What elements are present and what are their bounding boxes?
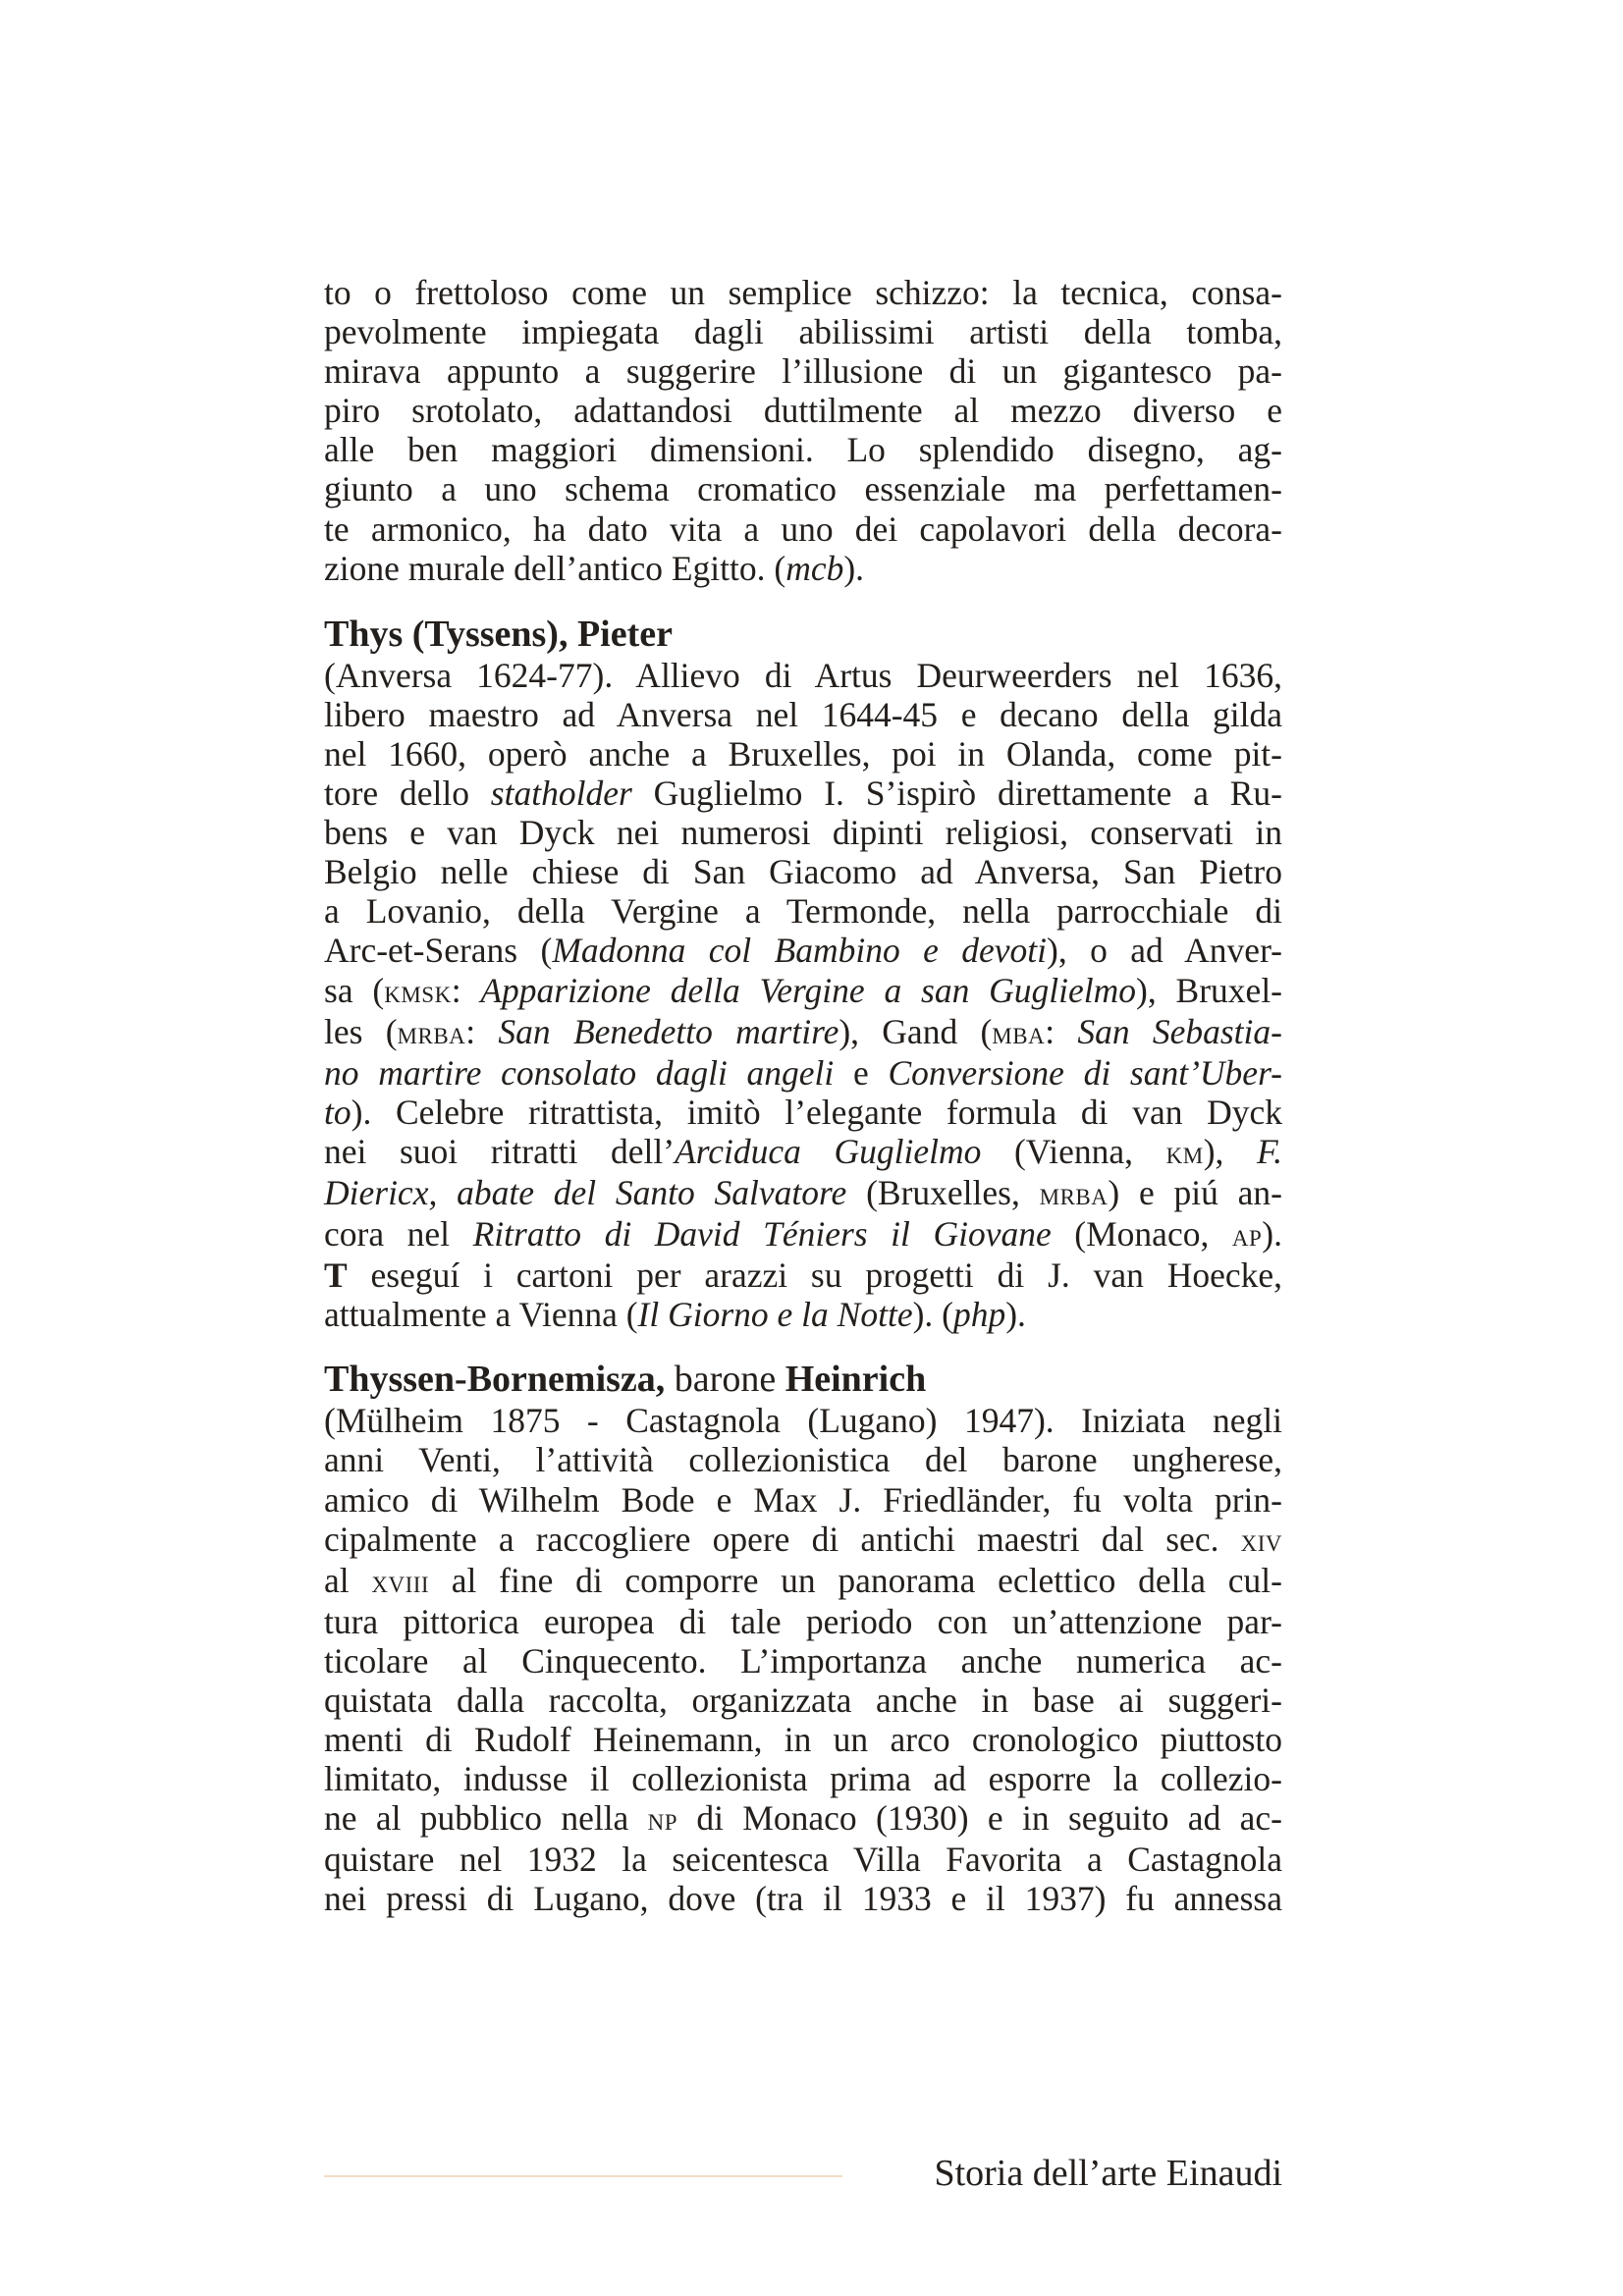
artwork-title: to [324, 1092, 352, 1132]
text-segment: Arc-et-Serans ( [324, 931, 553, 971]
text-line: anni Venti, l’attività collezionistica del barone ungherese, [324, 1440, 1282, 1480]
footer-publication-title: Storia dell’arte Einaudi [934, 2153, 1282, 2194]
museum-abbreviation: np [647, 1802, 678, 1839]
text-segment: (Bruxelles, [846, 1172, 1040, 1212]
text-segment: tore dello [324, 774, 491, 814]
text-segment: cora nel [324, 1214, 473, 1255]
text-line [324, 1053, 1282, 1093]
artwork-title: no martire consolato dagli angeli [324, 1052, 835, 1093]
text-line [324, 1561, 1282, 1602]
text-segment: ), Bruxel- [1136, 970, 1282, 1010]
text-segment: ). [1262, 1214, 1282, 1255]
text-line [324, 931, 1282, 970]
text-line [324, 1093, 1282, 1132]
text-line [324, 1173, 1282, 1214]
artwork-title: Arciduca Guglielmo [675, 1131, 982, 1171]
text-segment: al [324, 1560, 372, 1600]
text-segment: eseguí i cartoni per arazzi su progetti di J. van Hoecke, [347, 1255, 1282, 1296]
text-segment: ne al pubblico nella [324, 1798, 648, 1839]
entry-thyssen-paragraph [324, 1401, 1282, 1918]
text-segment: ). [843, 548, 865, 588]
headword-name: Thyssen-Bornemisza, [324, 1359, 666, 1401]
text-line [324, 1255, 1282, 1295]
artwork-title: San Benedetto martire [498, 1011, 839, 1051]
page-body [324, 273, 1282, 1919]
artwork-title: Il Giorno e la Notte [637, 1295, 913, 1335]
text-segment: ). ( [912, 1295, 953, 1335]
text-line: libero maestro ad Anversa nel 1644-45 e decano della gilda [324, 694, 1282, 734]
text-line [324, 549, 1282, 588]
author-initials: php [952, 1295, 1006, 1335]
text-segment: ), o ad Anver- [1047, 931, 1282, 971]
entry-headword [324, 613, 1282, 656]
text-segment: e [834, 1052, 889, 1093]
text-line: quistare nel 1932 la seicentesca Villa Favorita a Castagnola [324, 1840, 1282, 1880]
text-line [324, 1295, 1282, 1334]
text-line: nel 1660, operò anche a Bruxelles, poi in Olanda, come pit- [324, 733, 1282, 774]
text-line: piro srotolato, adattandosi duttilmente al mezzo diverso e [324, 391, 1282, 431]
text-line [324, 1012, 1282, 1053]
text-line: giunto a uno schema cromatico essenziale ma perfettamen- [324, 469, 1282, 509]
artwork-title: Ritratto di David Téniers il Giovane [472, 1214, 1052, 1255]
text-segment: ) e piú an- [1108, 1172, 1282, 1212]
artwork-title: Apparizione della Vergine a san Guglielmo [480, 970, 1137, 1010]
text-segment: ), Gand ( [839, 1011, 993, 1051]
text-segment: ). Celebre ritrattista, imitò l’elegante formula di van Dyck [351, 1092, 1282, 1132]
text-segment: zione murale dell’antico Egitto. ( [324, 548, 786, 588]
text-line: quistata dalla raccolta, organizzata anche in base ai suggeri- [324, 1681, 1282, 1720]
text-line: alle ben maggiori dimensioni. Lo splendido disegno, ag- [324, 430, 1282, 470]
text-segment: al fine di comporre un panorama eclettico della cul- [429, 1560, 1282, 1600]
museum-abbreviation: mrba [397, 1015, 466, 1051]
italic-term: statholder [490, 774, 632, 814]
text-segment: ). [1005, 1295, 1026, 1335]
text-line [324, 971, 1282, 1012]
text-segment: (Vienna, [981, 1131, 1166, 1171]
text-segment: (Monaco, [1051, 1214, 1232, 1255]
headword-title: barone [665, 1359, 785, 1401]
text-segment: sa ( [324, 970, 385, 1010]
century-numeral: xviii [371, 1564, 430, 1600]
museum-abbreviation: ap [1231, 1218, 1263, 1255]
entry-headword [324, 1358, 1282, 1401]
entry-thys-paragraph [324, 656, 1282, 1335]
text-line: bens e van Dyck nei numerosi dipinti religiosi, conservati in [324, 813, 1282, 853]
museum-abbreviation: mba [992, 1015, 1046, 1051]
text-segment: ), [1203, 1131, 1258, 1171]
artwork-title: Madonna col Bambino e devoti [552, 931, 1048, 971]
museum-abbreviation: mrba [1039, 1176, 1109, 1212]
text-segment: nei suoi ritratti dell’ [324, 1131, 676, 1171]
text-line: limitato, indusse il collezionista prima ad esporre la collezio- [324, 1759, 1282, 1799]
text-line: ticolare al Cinquecento. L’importanza anche numerica ac- [324, 1640, 1282, 1681]
artwork-title: F. [1257, 1131, 1282, 1171]
artwork-title: Conversione di sant’Uber- [888, 1052, 1282, 1093]
headword-name: Thys (Tyssens), Pieter [324, 613, 673, 655]
text-segment: di Monaco (1930) e in seguito ad ac- [677, 1798, 1282, 1839]
text-segment: : [1045, 1011, 1078, 1051]
text-line: pevolmente impiegata dagli abilissimi artisti della tomba, [324, 312, 1282, 352]
text-line: (Anversa 1624-77). Allievo di Artus Deurweerders nel 1636, [324, 655, 1282, 695]
text-line: nei pressi di Lugano, dove (tra il 1933 e il 1937) fu annessa [324, 1879, 1282, 1919]
text-line [324, 1214, 1282, 1255]
headword-given-name: Heinrich [784, 1359, 927, 1401]
text-line: a Lovanio, della Vergine a Termonde, nella parrocchiale di [324, 891, 1282, 932]
artwork-title: Diericx, abate del Santo Salvatore [324, 1172, 847, 1212]
text-line: amico di Wilhelm Bode e Max J. Friedländer, fu volta prin- [324, 1479, 1282, 1520]
text-segment: attualmente a Vienna ( [324, 1295, 638, 1335]
headword-abbreviation: T [324, 1255, 348, 1296]
text-line [324, 1520, 1282, 1561]
century-numeral: xiv [1240, 1522, 1282, 1559]
text-line: Belgio nelle chiese di San Giacomo ad Anversa, San Pietro [324, 852, 1282, 892]
text-line: mirava appunto a suggerire l’illusione di un gigantesco pa- [324, 351, 1282, 392]
author-initials: mcb [785, 548, 844, 588]
text-segment: : [465, 1011, 499, 1051]
footer-rule [324, 2175, 842, 2177]
artwork-title: San Sebastia- [1077, 1011, 1282, 1051]
text-segment: cipalmente a raccogliere opere di antichi maestri dal sec. [324, 1519, 1241, 1559]
text-line [324, 774, 1282, 813]
museum-abbreviation: kmsk [384, 974, 452, 1010]
text-segment: les ( [324, 1011, 398, 1051]
text-line: (Mülheim 1875 - Castagnola (Lugano) 1947). Iniziata negli [324, 1401, 1282, 1441]
text-line: to o frettoloso come un semplice schizzo: la tecnica, consa- [324, 273, 1282, 312]
intro-paragraph [324, 273, 1282, 588]
text-line [324, 1132, 1282, 1173]
text-line: menti di Rudolf Heinemann, in un arco cronologico piuttosto [324, 1720, 1282, 1760]
text-line: te armonico, ha dato vita a uno dei capolavori della decora- [324, 508, 1282, 549]
page-footer [324, 2152, 1282, 2199]
text-line [324, 1798, 1282, 1840]
text-line: tura pittorica europea di tale periodo con un’attenzione par- [324, 1601, 1282, 1641]
text-segment: Guglielmo I. S’ispirò direttamente a Ru- [631, 774, 1282, 814]
museum-abbreviation: km [1165, 1135, 1204, 1171]
text-segment: : [451, 970, 481, 1010]
